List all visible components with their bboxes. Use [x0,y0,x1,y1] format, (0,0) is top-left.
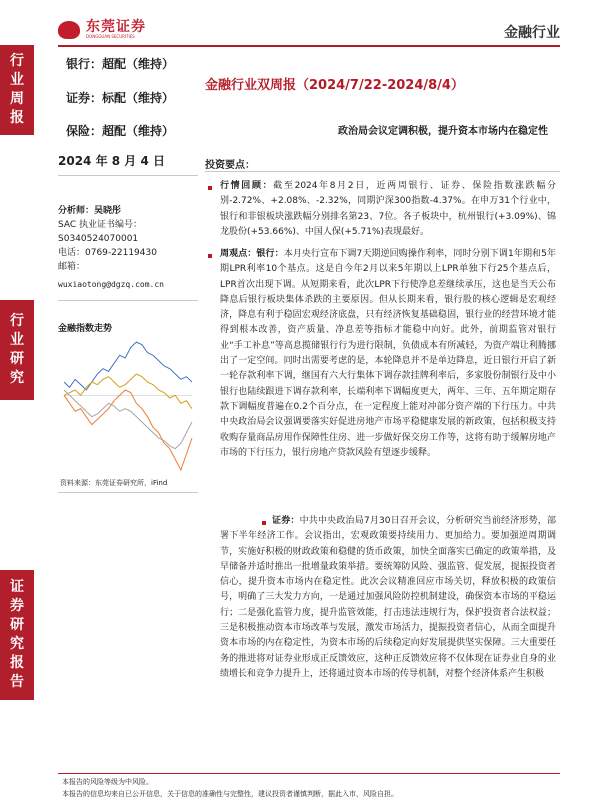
analyst-cert-no: S0340524070001 [58,234,139,244]
para-text: 截至2024年8月2日，近两周银行、证券、保险指数涨跌幅分别-2.72%、+2.08%、-2.32%，同期沪深300指数-4.37%。在申万31个行业中，银行和非银板块涨跌幅分别排名第23、7位。各子板块中，杭州银行(+3.09%)、锦龙股份(+53.66%)、中国人保(+5.71%)表现最好。 [220,181,556,237]
chart-series-line-2 [64,390,192,449]
rating-bank [66,55,174,72]
report-date: 2024 年 8 月 4 日 [58,154,165,168]
side-tab-report [0,570,34,700]
bullet-marker [208,186,212,190]
analyst-phone: 电话：0769-22119430 [58,248,157,258]
analyst-cert-label: SAC 执业证书编号： [58,220,143,230]
paragraph-market-review [220,179,556,240]
company-logo [58,20,146,39]
chart-series-line-0 [64,342,192,390]
side-tab-label: 行业周报 [10,53,24,126]
rating-securities [66,89,174,106]
footer-disclaimer: 本报告的信息均来自已公开信息，关于信息的准确性与完整性，建议投资者谨慎判断，据此入市，风险自担。 [62,790,398,798]
rating-sector: 保险： [66,124,103,138]
analyst-name: 分析师：吴晓彤 [58,206,122,216]
industry-tag: 金融行业 [504,25,560,41]
heading-divider [205,171,560,172]
chart-title: 金融指数走势 [58,324,113,334]
brand-name: 东莞证券 [86,19,146,35]
rating-sector: 证券： [66,91,103,105]
paragraph-securities-view [220,514,556,764]
chart-series-line-1 [64,390,192,470]
investment-heading: 投资要点： [205,160,255,171]
rating-value: 超配（维持） [102,124,175,138]
rating-value: 超配（维持） [102,57,175,71]
bullet-marker [208,254,212,258]
para-label: 周观点：银行： [220,249,284,259]
rating-insurance [66,122,174,139]
footer-divider [58,773,560,774]
report-title: 金融行业双周报（2024/7/22-2024/8/4） [205,78,464,93]
index-chart [58,336,198,476]
paragraph-bank-view [220,247,556,461]
rating-sector: 银行： [66,57,103,71]
rating-value: 标配（维持） [102,91,175,105]
side-tab-weekly [0,45,34,135]
analyst-email: wuxiaotong@dgzq.com.cn [58,280,164,289]
side-tab-label: 行业研究 [10,313,24,386]
para-label: 证券： [272,516,300,526]
brand-subname: DONGGUAN SECURITIES [86,34,135,39]
chart-divider [58,492,198,493]
header-divider [58,45,560,47]
chart-source: 资料来源：东莞证券研究所，iFind [60,479,168,487]
date-divider [58,175,198,176]
logo-mark-icon [58,21,80,39]
side-tab-research [0,300,34,400]
footer-risk-level: 本报告的风险等级为中风险。 [62,778,153,786]
report-subtitle: 政治局会议定调积极，提升资本市场内在稳定性 [338,126,548,137]
analyst-divider [58,300,198,301]
analyst-email-label: 邮箱： [58,262,86,272]
para-text: 中共中央政治局7月30日召开会议，分析研究当前经济形势，部署下半年经济工作。会议指出，宏观政策要持续用力、更加给力。要加强逆周期调节，实施好积极的财政政策和稳健的货币政策，加快全面落实已确定的政策举措，及早储备并适时推出一批增量政策举措。要统筹防风险、强监管、促发展，提振投资者信心，提升资本市场内在稳定性。此次会议精准回应市场关切，释放积极的政策信号，明确了三大发力方向，一是通过加强风险防控机制建设，确保资本市场的平稳运行；二是强化监管力度，提升监管效能，打击违法违规行为，保护投资者合法权益；三是积极推动资本市场改革与发展，激发市场活力，提振投资者信心，从而全面提升资本市场的内在稳定性，为资本市场的后续稳定向好发展提供坚实保障。三大重要任务的推进将对证券业形成正反馈效应，这种正反馈效应将不仅体现在证券业自身的业绩增长和竞争力提升上，还将通过资本市场的传导机制，对整个经济体系产生积极 [220,516,556,679]
para-label: 行情回顾： [220,181,274,191]
para-text: 本月央行宣布下调7天期逆回购操作利率，同时分别下调1年期和5年期LPR利率10个基点。这是自今年2月以来5年期以上LPR单独下行25个基点后，LPR首次出现下调。从短期来看，此次LPR下行使净息差继续承压，这也是当天公布降息后银行板块集体杀跌的主要原因。但从长期来看，银行股的核心逻辑是宏观经济，降息有利于稳固宏观经济底盘，只有经济恢复基础稳固，银行业的经营环境才能得到根本改善，资产质量、净息差等指标才能稳中向好。此外，前期监管对银行业“手工补息”等高息揽储银行行为进行限制，负债成本有所减轻，为资产端让利腾挪出了一定空间。同时出需要考虑的是，本轮降息并不是单边降息，近日银行开启了新一轮存款利率下调，继国有六大行集体下调存款挂牌利率后，多家股份制银行及中小银行也陆续跟进下调存款利率，长端利率下调幅度更大，两年、三年、五年期定期存款下调幅度普遍在0.2个百分点，在一定程度上能对冲部分资产端的下行压力。中共中央政治局会议强调要落实好促进房地产市场平稳健康发展的新政策，包括积极支持收购存量商品房用作保障性住房、进一步做好保交房工作等，这将有助于缓解房地产市场的下行压力，银行房地产贷款风险有望逐步缓释。 [220,249,556,458]
side-tab-label: 证券研究报告 [10,579,24,690]
